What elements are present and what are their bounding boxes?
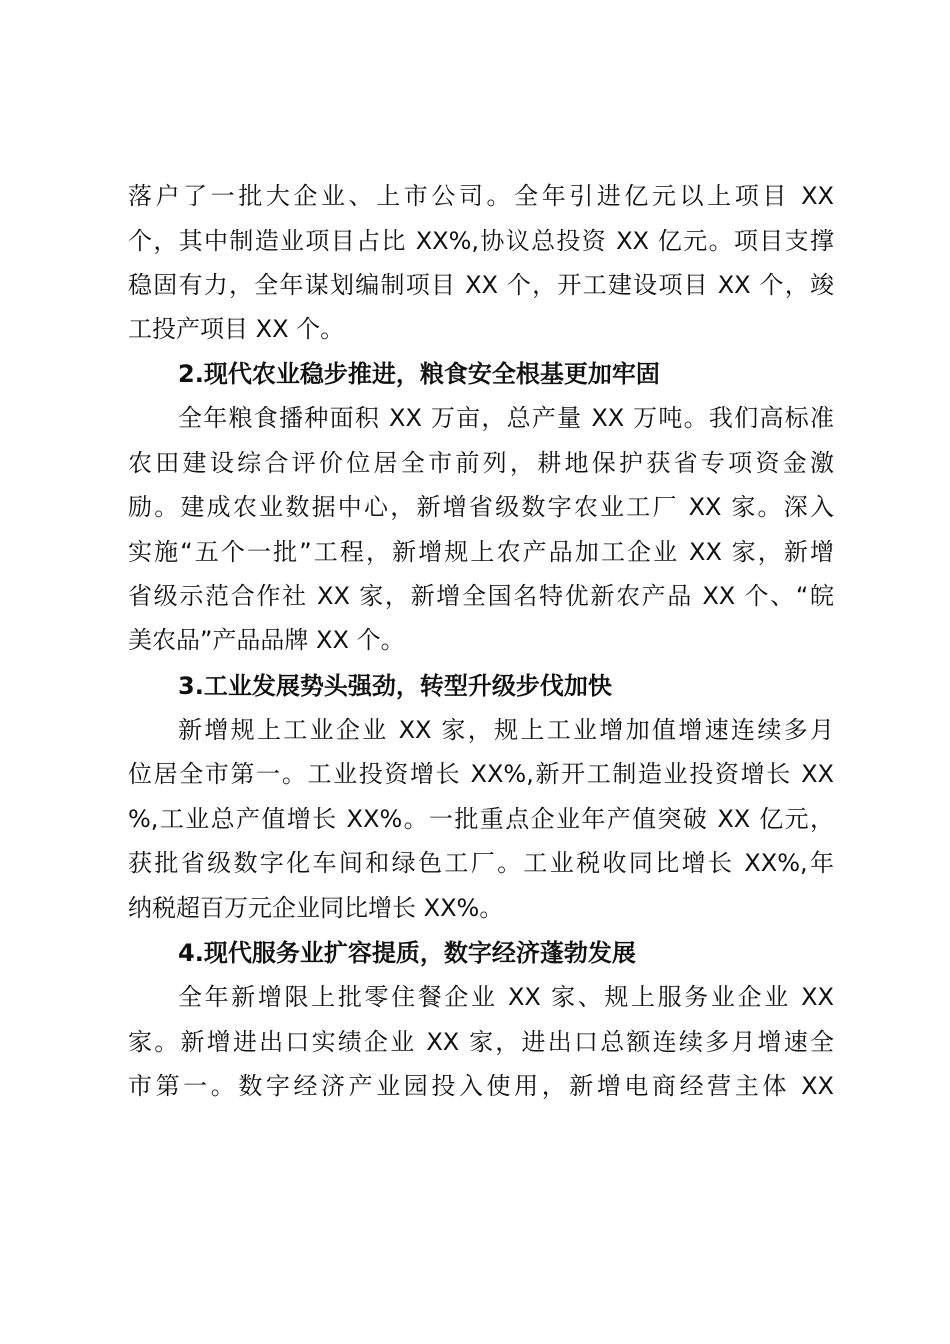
paragraph-line: 稳固有力，全年谋划编制项目 XX 个，开工建设项目 XX 个，竣 (128, 271, 834, 299)
paragraph-line: 新增规上工业企业 XX 家，规上工业增加值增速连续多月 (178, 716, 834, 744)
paragraph-line: 获批省级数字化车间和绿色工厂。工业税收同比增长 XX%,年 (128, 849, 834, 877)
paragraph-line: 全年新增限上批零住餐企业 XX 家、规上服务业企业 XX (178, 983, 834, 1011)
section-heading-4: 4.现代服务业扩容提质，数字经济蓬勃发展 (178, 939, 636, 967)
paragraph-line: 个，其中制造业项目占比 XX%,协议总投资 XX 亿元。项目支撑 (128, 227, 834, 255)
paragraph-line: 家。新增进出口实绩企业 XX 家，进出口总额连续多月增速全 (128, 1028, 834, 1056)
paragraph-line: 美农品”产品品牌 XX 个。 (128, 626, 405, 654)
paragraph-line: 农田建设综合评价位居全市前列，耕地保护获省专项资金激 (128, 449, 834, 477)
paragraph-line: %,工业总产值增长 XX%。一批重点企业年产值突破 XX 亿元， (128, 805, 834, 833)
paragraph-line: 纳税超百万元企业同比增长 XX%。 (128, 894, 504, 922)
paragraph-line: 位居全市第一。工业投资增长 XX%,新开工制造业投资增长 XX (128, 760, 834, 788)
paragraph-line: 市第一。数字经济产业园投入使用，新增电商经营主体 XX (128, 1072, 834, 1100)
paragraph-line: 励。建成农业数据中心，新增省级数字农业工厂 XX 家。深入 (128, 493, 834, 521)
paragraph-line: 全年粮食播种面积 XX 万亩，总产量 XX 万吨。我们高标准 (178, 404, 834, 432)
section-heading-3: 3.工业发展势头强劲，转型升级步伐加快 (178, 672, 612, 700)
paragraph-line: 省级示范合作社 XX 家，新增全国名特优新农产品 XX 个、“皖 (128, 582, 834, 610)
paragraph-line: 工投产项目 XX 个。 (128, 315, 345, 343)
paragraph-line: 实施“五个一批”工程，新增规上农产品加工企业 XX 家，新增 (128, 538, 834, 566)
paragraph-line: 落户了一批大企业、上市公司。全年引进亿元以上项目 XX (128, 182, 834, 210)
section-heading-2: 2.现代农业稳步推进，粮食安全根基更加牢固 (178, 360, 660, 388)
